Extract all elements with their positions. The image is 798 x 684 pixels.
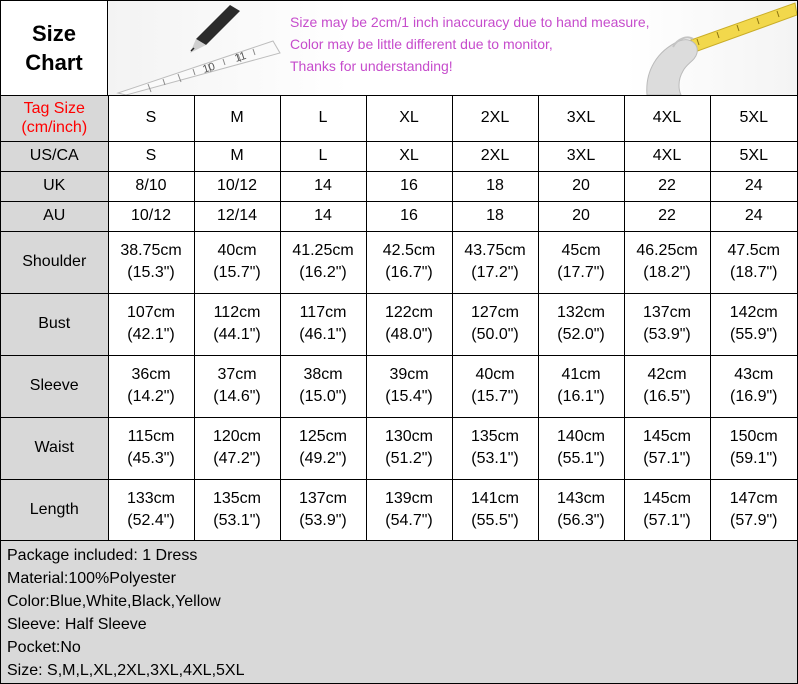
- table-cell: S: [108, 141, 194, 171]
- product-details: [1, 540, 797, 683]
- ruler-pen-icon: [108, 1, 288, 95]
- table-cell: 3XL: [538, 141, 624, 171]
- inch-value: (16.7"): [385, 264, 433, 281]
- tag-size-cell: 3XL: [538, 96, 624, 141]
- table-cell: 16: [366, 171, 452, 201]
- measure-cell: [452, 417, 538, 479]
- table-cell: 5XL: [710, 141, 797, 171]
- cm-value: 40cm: [217, 242, 257, 259]
- table-cell: 10/12: [194, 171, 280, 201]
- title-line-1: Size: [31, 21, 77, 46]
- table-cell: 10/12: [108, 201, 194, 231]
- inch-value: (14.2"): [127, 388, 175, 405]
- measure-cell: [108, 479, 194, 541]
- inch-value: (15.7"): [213, 264, 261, 281]
- detail-sizes: Size: S,M,L,XL,2XL,3XL,4XL,5XL: [7, 662, 245, 679]
- inch-value: (53.9"): [643, 326, 691, 343]
- measure-cell: [194, 231, 280, 293]
- measure-cell: [108, 355, 194, 417]
- cm-value: 150cm: [729, 428, 778, 445]
- measure-cell: [194, 293, 280, 355]
- measure-cell: [366, 293, 452, 355]
- measure-cell: [108, 293, 194, 355]
- cm-value: 117cm: [299, 304, 347, 321]
- table-cell: 4XL: [624, 141, 710, 171]
- tag-size-cell: XL: [366, 96, 452, 141]
- measure-cell: [538, 479, 624, 541]
- table-cell: 2XL: [452, 141, 538, 171]
- table-cell: 24: [710, 171, 797, 201]
- table-cell: 24: [710, 201, 797, 231]
- row-label: Sleeve: [1, 355, 108, 417]
- inch-value: (16.1"): [557, 388, 605, 405]
- tag-size-label: [1, 96, 108, 141]
- tag-size-cell: M: [194, 96, 280, 141]
- size-table: [1, 96, 797, 542]
- detail-material: Material:100%Polyester: [7, 570, 176, 587]
- cm-value: 39cm: [389, 366, 429, 383]
- cm-value: 42.5cm: [382, 242, 436, 259]
- inch-value: (49.2"): [299, 450, 347, 467]
- cm-value: 38.75cm: [120, 242, 182, 259]
- us-ca-row: [1, 141, 797, 171]
- inch-value: (59.1"): [730, 450, 778, 467]
- tag-size-label-line-1: Tag Size: [23, 100, 85, 118]
- inch-value: (52.4"): [127, 512, 175, 529]
- measure-cell: [710, 479, 797, 541]
- detail-color: Color:Blue,White,Black,Yellow: [7, 593, 221, 610]
- measure-row-shoulder: [1, 231, 797, 293]
- ruler-number-11: 11: [233, 49, 248, 65]
- cm-value: 112cm: [213, 304, 261, 321]
- cm-value: 132cm: [556, 304, 606, 321]
- cm-value: 41cm: [561, 366, 601, 383]
- cm-value: 145cm: [642, 428, 692, 445]
- measure-row-length: [1, 479, 797, 541]
- inch-value: (17.7"): [557, 264, 605, 281]
- table-cell: 22: [624, 201, 710, 231]
- row-label: US/CA: [1, 141, 108, 171]
- table-cell: 14: [280, 201, 366, 231]
- inch-value: (53.1"): [471, 450, 519, 467]
- cm-value: 42cm: [647, 366, 687, 383]
- measure-cell: [108, 231, 194, 293]
- cm-value: 141cm: [470, 490, 520, 507]
- table-cell: 20: [538, 171, 624, 201]
- inch-value: (18.7"): [730, 264, 778, 281]
- notes-banner: [108, 1, 797, 95]
- inch-value: (18.2"): [643, 264, 691, 281]
- measure-cell: [624, 293, 710, 355]
- table-cell: 8/10: [108, 171, 194, 201]
- cm-value: 137cm: [642, 304, 692, 321]
- measure-cell: [710, 293, 797, 355]
- measure-cell: [710, 355, 797, 417]
- inch-value: (46.1"): [299, 326, 347, 343]
- inch-value: (54.7"): [385, 512, 433, 529]
- note-line-3: Thanks for understanding!: [290, 58, 453, 74]
- row-label: Bust: [1, 293, 108, 355]
- inch-value: (17.2"): [471, 264, 519, 281]
- measure-cell: [366, 479, 452, 541]
- cm-value: 43.75cm: [464, 242, 526, 259]
- inch-value: (50.0"): [471, 326, 519, 343]
- measurement-notes: [290, 11, 650, 77]
- detail-package: Package included: 1 Dress: [7, 547, 198, 564]
- measure-cell: [452, 231, 538, 293]
- cm-value: 36cm: [131, 366, 171, 383]
- table-cell: 18: [452, 171, 538, 201]
- inch-value: (51.2"): [385, 450, 433, 467]
- inch-value: (57.1"): [643, 512, 691, 529]
- measure-cell: [194, 417, 280, 479]
- row-label: AU: [1, 201, 108, 231]
- inch-value: (47.2"): [213, 450, 261, 467]
- measure-cell: [280, 417, 366, 479]
- cm-value: 43cm: [734, 366, 774, 383]
- note-line-2: Color may be little different due to monitor,: [290, 36, 553, 52]
- table-cell: 14: [280, 171, 366, 201]
- inch-value: (53.1"): [213, 512, 261, 529]
- ruler-number-10: 10: [201, 60, 217, 76]
- measure-cell: [452, 293, 538, 355]
- cm-value: 122cm: [384, 304, 434, 321]
- cm-value: 40cm: [475, 366, 515, 383]
- measure-cell: [710, 231, 797, 293]
- measure-cell: [452, 479, 538, 541]
- measure-row-bust: [1, 293, 797, 355]
- cm-value: 137cm: [298, 490, 348, 507]
- inch-value: (15.0"): [299, 388, 347, 405]
- tag-size-cell: 2XL: [452, 96, 538, 141]
- measure-cell: [624, 231, 710, 293]
- inch-value: (16.9"): [730, 388, 778, 405]
- cm-value: 147cm: [729, 490, 778, 507]
- cm-value: 127cm: [470, 304, 520, 321]
- measure-cell: [538, 231, 624, 293]
- cm-value: 107cm: [126, 304, 176, 321]
- measure-cell: [366, 231, 452, 293]
- inch-value: (16.5"): [643, 388, 691, 405]
- measure-cell: [452, 355, 538, 417]
- tag-size-cell: 5XL: [710, 96, 797, 141]
- inch-value: (16.2"): [299, 264, 347, 281]
- inch-value: (55.1"): [557, 450, 605, 467]
- detail-pocket: Pocket:No: [7, 639, 81, 656]
- cm-value: 38cm: [303, 366, 343, 383]
- inch-value: (53.9"): [299, 512, 347, 529]
- measure-cell: [108, 417, 194, 479]
- measure-cell: [624, 355, 710, 417]
- measure-cell: [194, 479, 280, 541]
- cm-value: 135cm: [212, 490, 262, 507]
- inch-value: (14.6"): [213, 388, 261, 405]
- cm-value: 133cm: [126, 490, 176, 507]
- table-cell: 18: [452, 201, 538, 231]
- tag-size-cell: S: [108, 96, 194, 141]
- table-cell: 12/14: [194, 201, 280, 231]
- title-line-2: Chart: [25, 50, 83, 75]
- tag-size-cell: 4XL: [624, 96, 710, 141]
- inch-value: (42.1"): [127, 326, 175, 343]
- cm-value: 139cm: [384, 490, 434, 507]
- inch-value: (52.0"): [557, 326, 605, 343]
- header-banner: [1, 1, 797, 96]
- measure-cell: [280, 231, 366, 293]
- measuring-tape-hand-icon: [617, 1, 797, 95]
- row-label: Shoulder: [1, 231, 108, 293]
- measure-cell: [280, 355, 366, 417]
- measure-cell: [710, 417, 797, 479]
- table-cell: 16: [366, 201, 452, 231]
- cm-value: 125cm: [298, 428, 348, 445]
- inch-value: (15.4"): [385, 388, 433, 405]
- tag-size-label-line-2: (cm/inch): [21, 119, 88, 137]
- uk-row: [1, 171, 797, 201]
- table-cell: M: [194, 141, 280, 171]
- measure-cell: [194, 355, 280, 417]
- measure-row-waist: [1, 417, 797, 479]
- table-cell: L: [280, 141, 366, 171]
- inch-value: (15.7"): [471, 388, 519, 405]
- measure-row-sleeve: [1, 355, 797, 417]
- cm-value: 115cm: [127, 428, 175, 445]
- tag-size-cell: L: [280, 96, 366, 141]
- measure-cell: [280, 293, 366, 355]
- table-cell: 20: [538, 201, 624, 231]
- row-label: Length: [1, 479, 108, 541]
- measure-cell: [624, 479, 710, 541]
- cm-value: 37cm: [217, 366, 257, 383]
- measure-cell: [366, 355, 452, 417]
- cm-value: 45cm: [561, 242, 601, 259]
- row-label: Waist: [1, 417, 108, 479]
- measure-cell: [538, 355, 624, 417]
- tag-size-row: [1, 96, 797, 141]
- measure-cell: [624, 417, 710, 479]
- cm-value: 142cm: [729, 304, 778, 321]
- cm-value: 145cm: [642, 490, 692, 507]
- measure-cell: [366, 417, 452, 479]
- measure-cell: [280, 479, 366, 541]
- measure-cell: [538, 293, 624, 355]
- inch-value: (45.3"): [127, 450, 175, 467]
- inch-value: (48.0"): [385, 326, 433, 343]
- cm-value: 140cm: [556, 428, 606, 445]
- cm-value: 46.25cm: [636, 242, 698, 259]
- inch-value: (44.1"): [213, 326, 261, 343]
- cm-value: 130cm: [384, 428, 434, 445]
- measure-cell: [538, 417, 624, 479]
- inch-value: (56.3"): [557, 512, 605, 529]
- inch-value: (57.9"): [730, 512, 778, 529]
- inch-value: (55.9"): [730, 326, 778, 343]
- cm-value: 135cm: [470, 428, 520, 445]
- au-row: [1, 201, 797, 231]
- table-cell: 22: [624, 171, 710, 201]
- size-chart-title: [1, 1, 108, 95]
- cm-value: 120cm: [212, 428, 262, 445]
- inch-value: (15.3"): [127, 264, 175, 281]
- row-label: UK: [1, 171, 108, 201]
- inch-value: (57.1"): [643, 450, 691, 467]
- cm-value: 143cm: [556, 490, 606, 507]
- detail-sleeve: Sleeve: Half Sleeve: [7, 616, 147, 633]
- inch-value: (55.5"): [471, 512, 519, 529]
- note-line-1: Size may be 2cm/1 inch inaccuracy due to hand measure,: [290, 14, 650, 30]
- cm-value: 47.5cm: [727, 242, 780, 259]
- cm-value: 41.25cm: [292, 242, 354, 259]
- table-cell: XL: [366, 141, 452, 171]
